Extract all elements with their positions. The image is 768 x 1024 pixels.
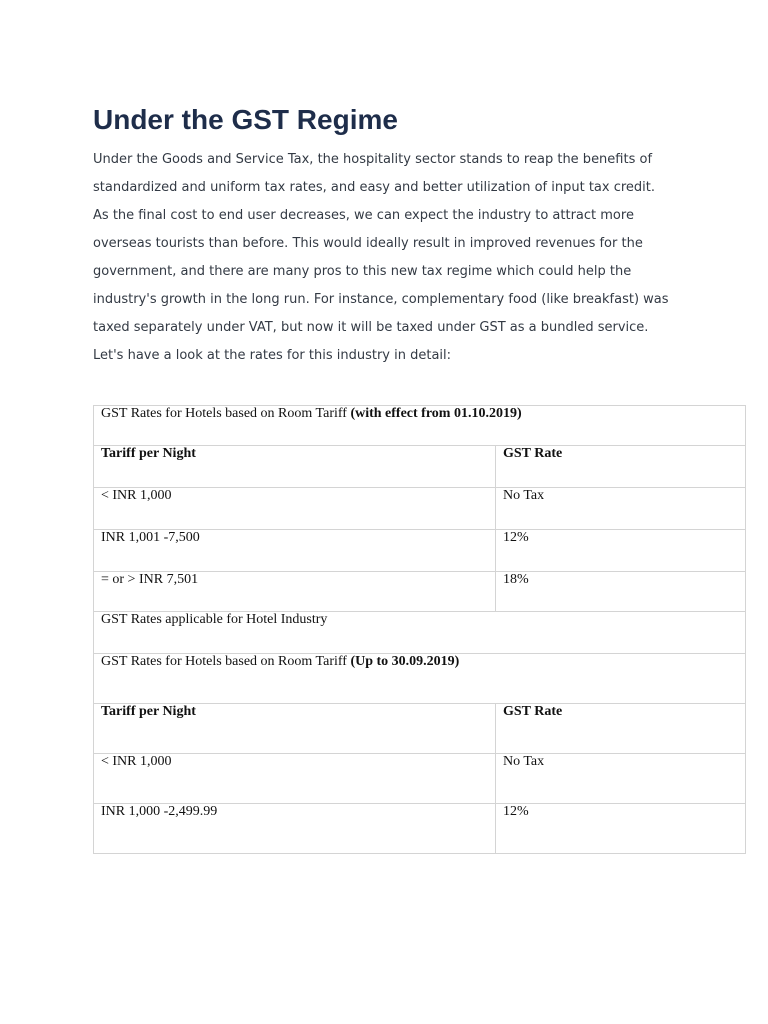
- intro-line: the final cost to end user decreases, we can expect the industry to attract more overseas: [93, 208, 634, 251]
- gst-rates-table: [93, 405, 746, 854]
- tariff-cell: < INR 1,000: [94, 488, 496, 530]
- intro-line: tourists than before. This would ideally result in improved revenues for the government,: [93, 236, 643, 279]
- intro-line: Under the Goods and Service Tax, the hospitality sector stands to reap the benefits of: [93, 152, 653, 167]
- table-row: [94, 754, 746, 804]
- rate-cell: 12%: [496, 804, 746, 854]
- table-caption-cell: [94, 654, 746, 704]
- caption-effective-date: (Up to 30.09.2019): [350, 654, 460, 669]
- table-row: [94, 572, 746, 612]
- rate-cell: No Tax: [496, 488, 746, 530]
- table-row: [94, 530, 746, 572]
- intro-line: under VAT, but now it will be taxed under GST as a bundled service. Let's have a look at: [93, 320, 649, 363]
- caption-effective-date: (with effect from 01.10.2019): [350, 406, 522, 421]
- header-tariff-per-night: Tariff per Night: [94, 704, 496, 754]
- intro-line: standardized and uniform tax rates, and easy and better utilization of input tax credit. As: [93, 180, 656, 223]
- header-gst-rate: GST Rate: [496, 704, 746, 754]
- tariff-cell: INR 1,000 -2,499.99: [94, 804, 496, 854]
- table-caption-cell: [94, 406, 746, 446]
- table-row: [94, 804, 746, 854]
- caption-text: GST Rates for Hotels based on Room Tariff: [101, 654, 351, 669]
- table-note-row: [94, 612, 746, 654]
- header-gst-rate: GST Rate: [496, 446, 746, 488]
- page-title: Under the GST Regime: [93, 104, 398, 135]
- intro-paragraph: [93, 146, 673, 370]
- table-header-row: [94, 446, 746, 488]
- table-caption-row: [94, 406, 746, 446]
- tariff-cell: < INR 1,000: [94, 754, 496, 804]
- header-tariff-per-night: Tariff per Night: [94, 446, 496, 488]
- intro-line: and there are many pros to this new tax regime which could help the industry's growth in: [93, 264, 632, 307]
- intro-line: the long run. For instance, complementary food (like breakfast) was taxed separately: [93, 292, 669, 335]
- intro-line: the rates for this industry in detail:: [224, 348, 452, 363]
- tariff-cell: INR 1,001 -7,500: [94, 530, 496, 572]
- tariff-cell: = or > INR 7,501: [94, 572, 496, 612]
- caption-text: GST Rates for Hotels based on Room Tariff: [101, 406, 351, 421]
- article-section: [93, 100, 746, 370]
- rate-cell: 12%: [496, 530, 746, 572]
- table-header-row: [94, 704, 746, 754]
- rate-cell: No Tax: [496, 754, 746, 804]
- table-row: [94, 488, 746, 530]
- table-caption-row: [94, 654, 746, 704]
- rate-cell: 18%: [496, 572, 746, 612]
- applicable-note-cell: GST Rates applicable for Hotel Industry: [94, 612, 746, 654]
